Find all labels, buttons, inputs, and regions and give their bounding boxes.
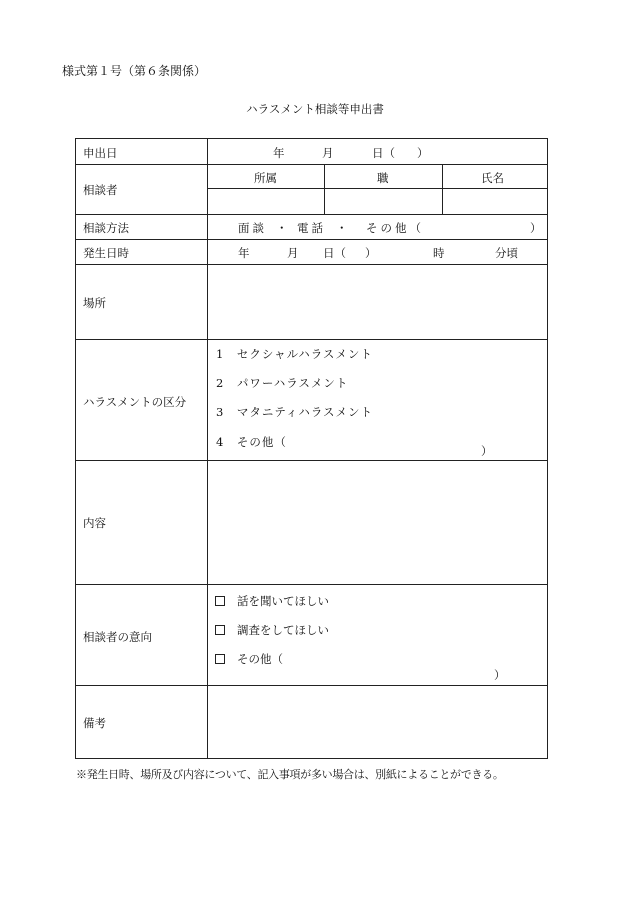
method-separator: ・: [336, 221, 348, 235]
row-divider: [76, 460, 547, 461]
position-header: 職: [377, 171, 389, 185]
row-divider: [76, 214, 547, 215]
occurrence-minute-unit: 分頃: [495, 246, 518, 260]
occurrence-month-unit: 月: [287, 246, 299, 260]
occurrence-year-unit: 年: [238, 246, 250, 260]
checkbox[interactable]: [215, 625, 225, 635]
intention-option-other[interactable]: [215, 651, 283, 667]
row-divider: [76, 164, 547, 165]
method-separator: ・: [276, 221, 288, 235]
row-divider: [76, 339, 547, 340]
method-option-phone: 電話: [297, 221, 326, 235]
place-label: 場所: [83, 296, 106, 310]
form-number: 様式第１号（第６条関係）: [62, 64, 207, 78]
consultant-column-divider: [442, 164, 443, 214]
checkbox[interactable]: [215, 654, 225, 664]
method-option-other: その他（: [366, 221, 424, 235]
application-date-label: 申出日: [83, 146, 118, 160]
name-header: 氏名: [481, 171, 504, 185]
row-divider: [76, 584, 547, 585]
category-item-sexual: 1 セクシャルハラスメント: [216, 347, 373, 361]
category-item-power: 2 パワーハラスメント: [216, 376, 349, 390]
row-divider: [76, 685, 547, 686]
intention-option-listen[interactable]: [215, 593, 329, 609]
intention-option-label: その他（: [237, 652, 283, 666]
category-paren-close: ）: [481, 444, 493, 458]
method-paren-close: ）: [530, 221, 542, 235]
consultation-method-label: 相談方法: [83, 221, 129, 235]
intention-option-label: 話を聞いてほしい: [237, 594, 329, 608]
remarks-label: 備考: [83, 716, 106, 730]
date-year-unit: 年: [273, 146, 285, 160]
date-paren-close: ）: [417, 146, 429, 160]
intention-paren-close: ）: [494, 668, 506, 682]
footnote: ※発生日時、場所及び内容について、記入事項が多い場合は、別紙によることができる。: [76, 768, 504, 781]
intention-option-investigate[interactable]: [215, 622, 329, 638]
consultant-label: 相談者: [83, 183, 118, 197]
consultant-subrow-divider: [207, 188, 547, 189]
row-divider: [76, 264, 547, 265]
application-form-table: [75, 138, 548, 759]
occurrence-day-unit: 日（: [323, 246, 346, 260]
checkbox[interactable]: [215, 596, 225, 606]
occurrence-hour-unit: 時: [433, 246, 445, 260]
intention-option-label: 調査をしてほしい: [237, 623, 329, 637]
date-day-unit: 日（: [372, 146, 395, 160]
category-item-other: 4 その他（: [216, 435, 287, 449]
harassment-category-label: ハラスメントの区分: [83, 395, 187, 409]
label-column-divider: [207, 139, 208, 758]
method-option-face-to-face: 面談: [238, 221, 267, 235]
category-item-maternity: 3 マタニティハラスメント: [216, 405, 374, 419]
consultant-column-divider: [324, 164, 325, 214]
consultant-intention-label: 相談者の意向: [83, 630, 152, 644]
row-divider: [76, 239, 547, 240]
occurrence-paren-close: ）: [365, 246, 377, 260]
document-title: ハラスメント相談等申出書: [246, 102, 384, 116]
content-label: 内容: [83, 516, 106, 530]
affiliation-header: 所属: [254, 171, 277, 185]
occurrence-datetime-label: 発生日時: [83, 246, 129, 260]
date-month-unit: 月: [322, 146, 334, 160]
